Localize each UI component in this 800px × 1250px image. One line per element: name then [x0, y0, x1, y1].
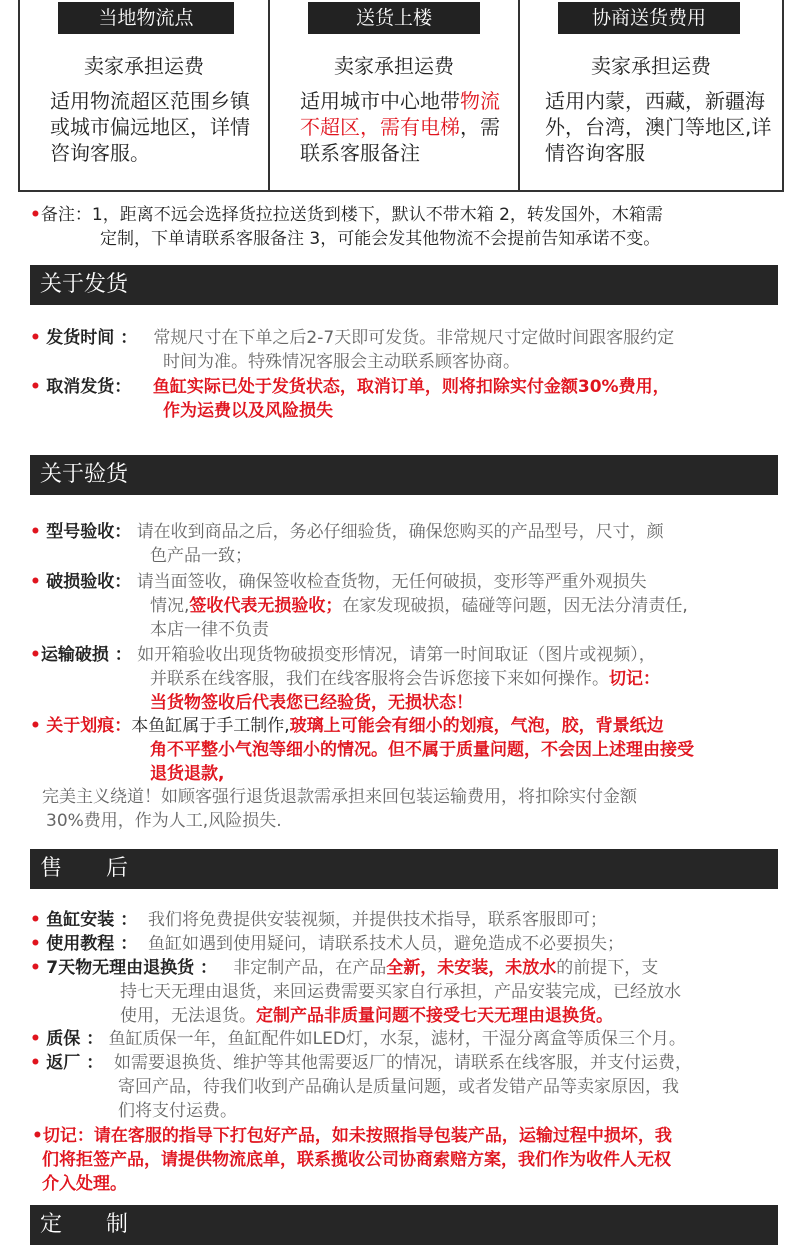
bullet-icon: •	[30, 377, 41, 397]
bullet-icon: •	[30, 1053, 41, 1073]
option-negotiate	[520, 0, 782, 190]
option-fee: 卖家承担运费	[591, 54, 711, 78]
option-desc: 适用内蒙，西藏，新疆海外，台湾，澳门等地区,详情咨询客服	[545, 89, 772, 165]
bullet-icon: •	[32, 1126, 43, 1146]
inspection-damage: • 破损验收： 请当面签收，确保签收检查货物，无任何破损，变形等严重外观损失 情况,签收代表无损验收；在家发现破损，磕碰等问题，因无法分清责任, 本店一律不负责	[30, 572, 688, 640]
aftersale-return: • 7天物无理由退换货 ： 非定制产品，在产品全新，未安装，未放水的前提下，支 持七天无理由退货，来回运费需要买家自行承担，产品安装完成，已经放水 使用，无法退货。定制产品非质量问题不接受七天无理由退换货。	[30, 958, 681, 1026]
section-header-shipping: 关于发货	[30, 265, 778, 305]
option-tag: 当地物流点	[58, 2, 234, 34]
bullet-icon: •	[30, 934, 41, 954]
section-header-custom: 定 制	[30, 1205, 778, 1245]
bullet-icon: •	[30, 958, 41, 978]
option-local-logistics	[20, 0, 270, 190]
aftersale-tutorial: • 使用教程 ： 鱼缸如遇到使用疑问，请联系技术人员，避免造成不必要损失；	[30, 934, 625, 954]
bullet-icon: •	[30, 205, 41, 225]
shipping-cancel: • 取消发货： 鱼缸实际已处于发货状态，取消订单，则将扣除实付金额30%费用， 作为运费以及风险损失	[30, 377, 670, 421]
option-desc: 适用城市中心地带物流不超区，需有电梯，需联系客服备注	[300, 89, 500, 165]
bullet-icon: •	[30, 716, 41, 736]
inspection-transport: •运输破损 ： 如开箱验收出现货物破损变形情况，请第一时间取证（图片或视频）， 并联系在线客服，我们在线客服将会告诉您接下来如何操作。切记： 当货物签收后代表您已经验货，无损状态！	[30, 645, 660, 713]
bullet-icon: •	[30, 522, 41, 542]
bullet-icon: •	[30, 1029, 41, 1049]
section-header-aftersale: 售 后	[30, 849, 778, 889]
option-tag: 协商送货费用	[558, 2, 740, 34]
inspection-model: • 型号验收： 请在收到商品之后，务必仔细验货，确保您购买的产品型号，尺寸，颜 色产品一致；	[30, 522, 664, 566]
shipping-note: •备注：1，距离不远会选择货拉拉送货到楼下，默认不带木箱 2，转发国外，木箱需 定制，下单请联系客服备注 3，可能会发其他物流不会提前告知承诺不变。	[30, 205, 663, 249]
option-tag: 送货上楼	[308, 2, 480, 34]
bullet-icon: •	[30, 572, 41, 592]
option-desc: 适用物流超区范围乡镇或城市偏远地区，详情咨询客服。	[50, 89, 250, 165]
inspection-scratch: • 关于划痕：本鱼缸属于手工制作,玻璃上可能会有细小的划痕，气泡，胶，背景纸边 角不平整小气泡等细小的情况。但不属于质量问题，不会因上述理由接受 退货退款,	[30, 716, 694, 784]
option-fee: 卖家承担运费	[84, 54, 204, 78]
shipping-time: • 发货时间 ： 常规尺寸在下单之后2-7天即可发货。非常规尺寸定做时间跟客服约定 时间为准。特殊情况客服会主动联系顾客协商。	[30, 328, 675, 372]
inspection-extra: 完美主义绕道！如顾客强行退货退款需承担来回包装运输费用，将扣除实付金额 30%费用，作为人工,风险损失.	[42, 787, 637, 831]
option-fee: 卖家承担运费	[334, 54, 454, 78]
aftersale-factory: • 返厂 ： 如需要退换货、维护等其他需要返厂的情况，请联系在线客服，并支付运费， 寄回产品，待我们收到产品确认是质量问题，或者发错产品等卖家原因，我 们将支付运费。	[30, 1053, 693, 1121]
bullet-icon: •	[30, 328, 41, 348]
aftersale-warranty: • 质保 ： 鱼缸质保一年，鱼缸配件如LED灯，水泵，滤材，干湿分离盒等质保三个月。	[30, 1029, 686, 1049]
bullet-icon: •	[30, 645, 41, 665]
section-header-inspection: 关于验货	[30, 455, 778, 495]
option-upstairs	[270, 0, 520, 190]
bullet-icon: •	[30, 910, 41, 930]
aftersale-warning: •切记：请在客服的指导下打包好产品，如未按照指导包装产品，运输过程中损坏，我 们将拒签产品，请提供物流底单，联系揽收公司协商索赔方案，我们作为收件人无权 介入处理。	[32, 1126, 672, 1194]
delivery-options	[18, 0, 784, 192]
aftersale-install: • 鱼缸安装 ： 我们将免费提供安装视频，并提供技术指导，联系客服即可；	[30, 910, 608, 930]
